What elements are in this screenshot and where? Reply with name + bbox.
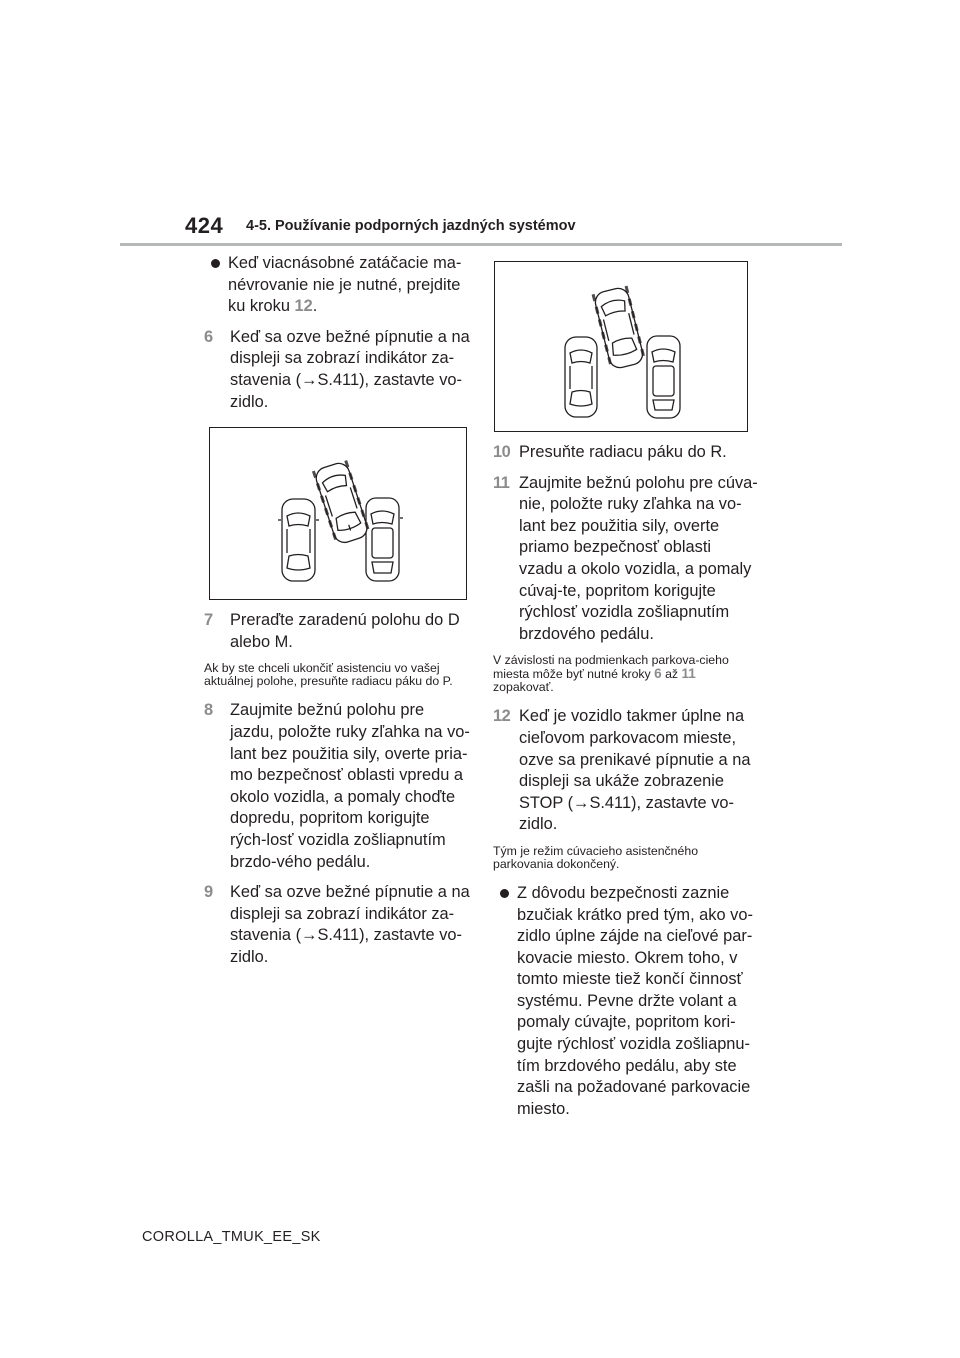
parking-illustration — [210, 428, 466, 599]
bullet-text: Keď viacnásobné zatáčacie ma-névrovanie nie je nutné, prejdite ku kroku — [228, 254, 462, 316]
step-text: Keď sa ozve bežné pípnutie a na displeji sa zobrazí indikátor za-stavenia ( — [230, 883, 470, 945]
note-text — [493, 654, 759, 694]
bullet-item — [204, 253, 470, 318]
step-8 — [204, 700, 470, 873]
note-text-part: zopakovať. — [493, 680, 554, 695]
parking-figure-right — [494, 261, 748, 432]
note-text-part: V závislosti na podmienkach parkova-cieho miesta môže byť nutné kroky — [493, 653, 729, 682]
page-number: 424 — [185, 213, 224, 238]
step-number: 12 — [493, 707, 511, 726]
step-text: Presuňte radiacu páku do R. — [519, 443, 727, 461]
parked-car-right-icon — [647, 336, 680, 418]
step-10 — [493, 442, 759, 464]
step-12 — [493, 706, 759, 836]
step-reference: 11 — [681, 666, 696, 682]
step-reference: 12 — [294, 297, 313, 316]
bullet-dot-icon — [500, 889, 509, 898]
maneuvering-car-icon — [313, 461, 369, 546]
step-text-end: S.411), zastavte vo-zidlo. — [230, 370, 462, 411]
parking-illustration — [495, 262, 747, 431]
arrow-icon: → — [301, 926, 318, 945]
step-number: 9 — [204, 883, 214, 902]
maneuvering-car-icon — [593, 286, 645, 370]
step-7 — [204, 610, 470, 653]
step-6 — [204, 327, 470, 413]
step-number: 7 — [204, 611, 214, 630]
step-text: Keď sa ozve bežné pípnutie a na displeji sa zobrazí indikátor za-stavenia ( — [230, 327, 470, 389]
step-number: 10 — [493, 443, 511, 461]
right-column — [493, 253, 759, 1129]
arrow-icon: → — [301, 370, 318, 389]
step-text-end: S.411), zastavte vo-zidlo. — [230, 926, 462, 966]
step-number: 6 — [204, 327, 214, 346]
bullet-text: Z dôvodu bezpečnosti zaznie bzučiak krátko pred tým, ako vo-zidlo úplne zájde na cieľové par-kovacie miesto. Okrem toho, v tomto mieste tiež končí činnosť systému. Pevne držte volant a pomaly cúvajte, popritom kori-gujte rýchlosť vozidla zošliapnu-tím brzdového pedálu, aby ste zašli na požadované parkovacie miesto. — [517, 883, 753, 1118]
left-column — [204, 253, 470, 977]
bullet-dot-icon — [211, 259, 220, 268]
step-number: 8 — [204, 701, 214, 720]
step-11 — [493, 473, 759, 646]
arrow-icon: → — [573, 793, 590, 812]
bullet-item — [493, 883, 759, 1121]
parked-car-left-icon — [278, 499, 319, 581]
section-title: 4-5. Používanie podporných jazdných systémov — [246, 218, 576, 234]
step-number: 11 — [493, 473, 510, 492]
step-text: Keď je vozidlo takmer úplne na cieľovom parkovacom mieste, ozve sa prenikavé pípnutie a na displeji sa ukáže zobrazenie STOP ( — [519, 707, 751, 812]
step-text: Zaujmite bežnú polohu pre jazdu, položte ruky zľahka na vo-lant bez použitia sily, overte pria-mo bezpečnosť oblasti vpredu a okolo vozidla, a pomaly choďte dopredu, popritom korigujte rých-losť vozidla zošliapnutím brzdo-vého pedálu. — [230, 701, 470, 871]
note-text: Tým je režim cúvacieho asistenčného parkovania dokončený. — [493, 843, 699, 871]
step-text: Preraďte zaradenú polohu do D alebo M. — [230, 611, 460, 651]
header-rule — [120, 243, 842, 246]
parked-car-right-icon — [362, 498, 403, 581]
note-text: Ak by ste chceli ukončiť asistenciu vo vašej aktuálnej polohe, presuňte radiacu páku do P. — [204, 661, 453, 689]
step-9 — [204, 882, 470, 968]
step-text-end: S.411), zastavte vo-zidlo. — [519, 793, 734, 834]
step-text: Zaujmite bežnú polohu pre cúva-nie, položte ruky zľahka na vo-lant bez použitia sily, overte priamo bezpečnosť oblasti vzadu a okolo vozidla, a pomaly cúvaj-te, popritom korigujte rýchlosť vozidla zošliapnutím brzdového pedálu. — [519, 473, 758, 643]
parking-figure-left — [209, 427, 467, 600]
step-reference: 6 — [654, 666, 662, 682]
parked-car-left-icon — [565, 337, 597, 417]
bullet-text-end: . — [312, 297, 318, 316]
note-text-part: až — [665, 667, 679, 682]
document-code: COROLLA_TMUK_EE_SK — [142, 1229, 321, 1245]
